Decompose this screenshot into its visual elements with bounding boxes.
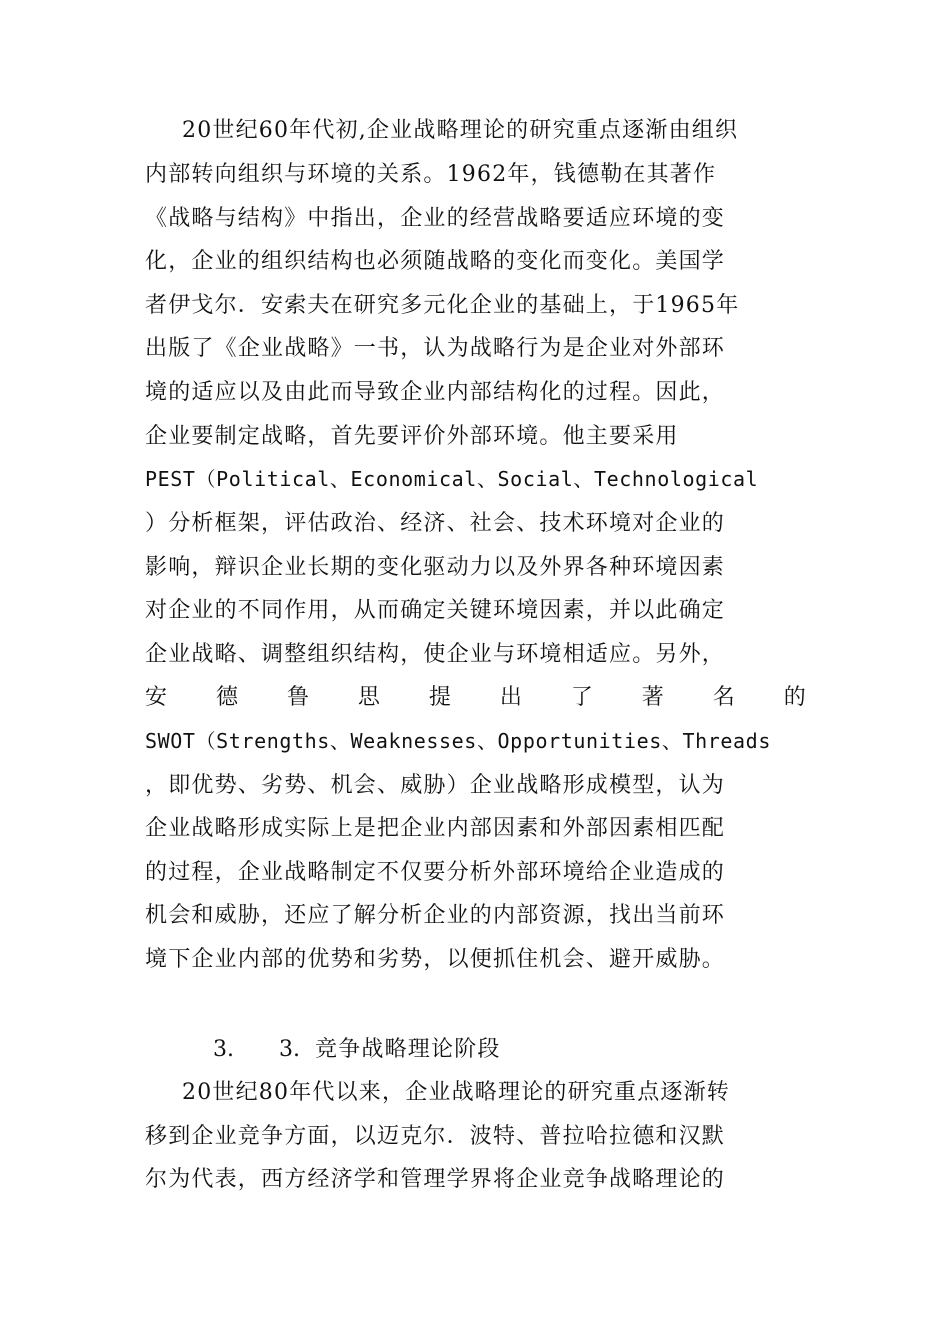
spaced-char: 德 bbox=[215, 685, 240, 710]
subsection-number: 3. bbox=[279, 1037, 300, 1062]
spaced-char: 提 bbox=[428, 685, 453, 710]
spaced-char: 思 bbox=[357, 685, 382, 710]
section-heading: 竞争战略理论阶段 bbox=[315, 1037, 501, 1062]
text-line: ，即优势、劣势、机会、威胁）企业战略形成模型，认为 bbox=[145, 773, 726, 798]
text-line: 内部转向组织与环境的关系。1962年，钱德勒在其著作 bbox=[145, 162, 717, 187]
spaced-char: 出 bbox=[499, 685, 524, 710]
spaced-char: 名 bbox=[712, 685, 736, 710]
spaced-char: 鲁 bbox=[286, 685, 311, 710]
text-line: 境下企业内部的优势和劣势，以便抓住机会、避开威胁。 bbox=[145, 947, 726, 972]
spaced-char: 著 bbox=[641, 685, 665, 710]
spaced-char: 的 bbox=[783, 685, 807, 710]
text-line: 出版了《企业战略》一书，认为战略行为是企业对外部环 bbox=[145, 336, 726, 361]
text-line: ）分析框架，评估政治、经济、社会、技术环境对企业的 bbox=[145, 511, 726, 536]
text-line: 者伊戈尔．安索夫在研究多元化企业的基础上，于1965年 bbox=[145, 293, 740, 318]
text-line: 的过程，企业战略制定不仅要分析外部环境给企业造成的 bbox=[145, 860, 726, 885]
text-line: 境的适应以及由此而导致企业内部结构化的过程。因此， bbox=[145, 380, 726, 405]
text-line: 化，企业的组织结构也必须随战略的变化而变化。美国学 bbox=[145, 249, 726, 274]
spaced-text-line bbox=[145, 676, 807, 720]
text-line: 对企业的不同作用，从而确定关键环境因素，并以此确定 bbox=[145, 598, 726, 623]
text-line: 企业要制定战略，首先要评价外部环境。他主要采用 bbox=[145, 424, 679, 449]
text-line: 《战略与结构》中指出，企业的经营战略要适应环境的变 bbox=[145, 206, 726, 231]
text-line: SWOT（Strengths、Weaknesses、Opportunities、Threads bbox=[145, 729, 771, 753]
spaced-char: 了 bbox=[570, 685, 595, 710]
text-line: 移到企业竞争方面，以迈克尔．波特、普拉哈拉德和汉默 bbox=[145, 1124, 726, 1149]
text-line: 20世纪60年代初,企业战略理论的研究重点逐渐由组织 bbox=[182, 118, 739, 143]
spaced-char: 安 bbox=[145, 685, 169, 710]
text-line: 尔为代表，西方经济学和管理学界将企业竞争战略理论的 bbox=[145, 1167, 726, 1192]
section-number: 3. bbox=[213, 1037, 234, 1062]
text-line: 机会和威胁，还应了解分析企业的内部资源，找出当前环 bbox=[145, 903, 726, 928]
text-line: 企业战略、调整组织结构，使企业与环境相适应。另外， bbox=[145, 642, 726, 667]
text-line: 影响，辩识企业长期的变化驱动力以及外界各种环境因素 bbox=[145, 555, 726, 580]
text-line: 20世纪80年代以来，企业战略理论的研究重点逐渐转 bbox=[182, 1080, 730, 1105]
text-line: PEST（Political、Economical、Social、Technological bbox=[145, 467, 759, 491]
text-line: 企业战略形成实际上是把企业内部因素和外部因素相匹配 bbox=[145, 816, 726, 841]
